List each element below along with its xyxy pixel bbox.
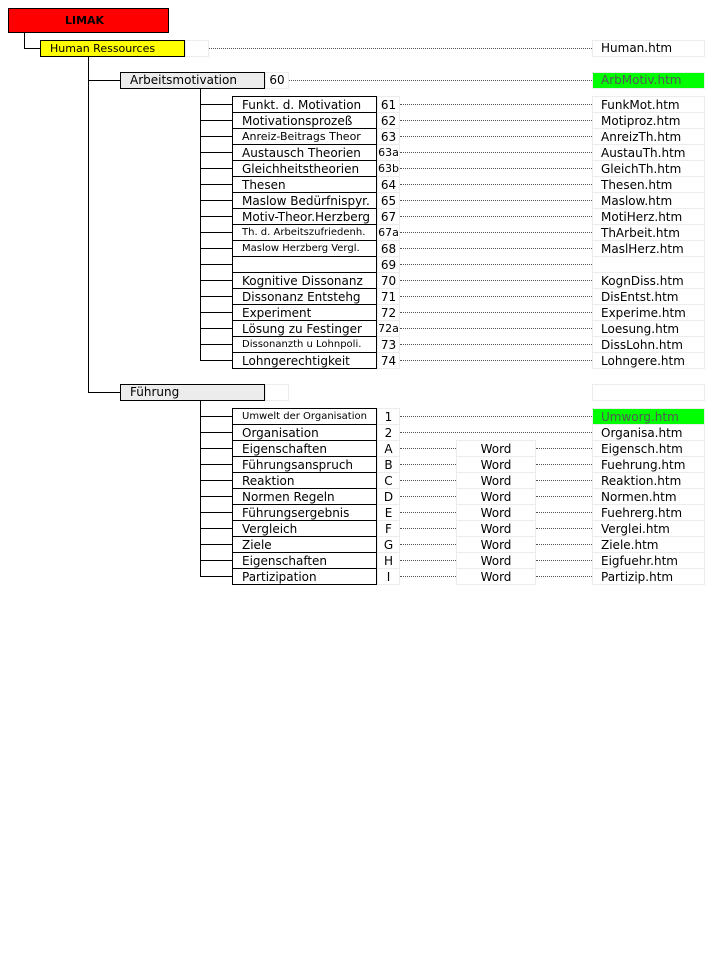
file-link[interactable]: AustauTh.htm xyxy=(592,144,705,161)
word-link[interactable]: Word xyxy=(456,552,536,569)
file-link[interactable]: Experime.htm xyxy=(592,304,705,321)
list-item-label[interactable]: Führungsanspruch xyxy=(232,456,377,473)
list-item-number: 73 xyxy=(377,336,400,353)
connector xyxy=(200,544,232,545)
file-link[interactable]: Ziele.htm xyxy=(592,536,705,553)
section-fuehrung[interactable]: Führung xyxy=(120,384,265,401)
root-node-limak[interactable]: LIMAK xyxy=(8,8,169,33)
connector xyxy=(88,392,120,393)
list-item-number: 63b xyxy=(378,162,399,175)
connector xyxy=(24,33,25,48)
hr-file-link[interactable]: Human.htm xyxy=(592,40,705,57)
dotted-leader xyxy=(536,464,592,465)
section-num: 60 xyxy=(265,72,289,89)
list-item-label[interactable]: Lösung zu Festinger xyxy=(232,320,377,337)
dotted-leader xyxy=(536,560,592,561)
list-item-number: 68 xyxy=(377,240,400,257)
list-item-label[interactable]: Maslow Bedürfnispyr. xyxy=(232,192,377,209)
section-file-link[interactable]: ArbMotiv.htm xyxy=(592,72,705,89)
dotted-leader xyxy=(400,152,592,153)
list-item-number: 74 xyxy=(377,352,400,369)
word-link[interactable]: Word xyxy=(456,488,536,505)
file-link[interactable]: AnreizTh.htm xyxy=(592,128,705,145)
dotted-leader xyxy=(400,432,592,433)
list-item-number: 71 xyxy=(377,288,400,305)
list-item-label[interactable]: Anreiz-Beitrags Theor xyxy=(232,128,377,145)
dotted-leader xyxy=(400,216,592,217)
list-item-number: 72 xyxy=(377,304,400,321)
dotted-leader xyxy=(400,264,592,265)
list-item-number: 1 xyxy=(377,408,400,425)
list-item-number: I xyxy=(377,568,400,585)
dotted-leader xyxy=(400,136,592,137)
file-link[interactable]: ThArbeit.htm xyxy=(592,224,705,241)
dotted-leader xyxy=(536,576,592,577)
dotted-leader xyxy=(400,312,592,313)
connector xyxy=(200,512,232,513)
list-item-number: E xyxy=(377,504,400,521)
list-item-label[interactable]: Partizipation xyxy=(232,568,377,585)
connector xyxy=(200,232,232,233)
section-file-link[interactable] xyxy=(592,384,705,401)
file-link[interactable]: Verglei.htm xyxy=(592,520,705,537)
file-link[interactable]: Motiproz.htm xyxy=(592,112,705,129)
connector xyxy=(24,48,40,49)
connector xyxy=(200,528,232,529)
word-link[interactable]: Word xyxy=(456,568,536,585)
dotted-leader xyxy=(400,344,592,345)
connector xyxy=(200,416,232,417)
file-link[interactable]: Eigfuehr.htm xyxy=(592,552,705,569)
dotted-leader xyxy=(400,560,456,561)
dotted-leader xyxy=(400,544,456,545)
dotted-leader xyxy=(400,280,592,281)
list-item-label[interactable]: Thesen xyxy=(232,176,377,193)
list-item-label[interactable]: Reaktion xyxy=(232,472,377,489)
file-link[interactable]: MotiHerz.htm xyxy=(592,208,705,225)
file-link[interactable]: Fuehrung.htm xyxy=(592,456,705,473)
file-link[interactable]: Thesen.htm xyxy=(592,176,705,193)
list-item-number: 67a xyxy=(378,226,399,239)
connector xyxy=(200,432,232,433)
list-item-number: 2 xyxy=(377,424,400,441)
file-link[interactable]: Partizip.htm xyxy=(592,568,705,585)
list-item-label[interactable]: Lohngerechtigkeit xyxy=(232,352,377,369)
list-item-label[interactable]: Motiv-Theor.Herzberg xyxy=(232,208,377,225)
list-item-number: 69 xyxy=(377,256,400,273)
list-item-label[interactable]: Kognitive Dissonanz xyxy=(232,272,377,289)
dotted-leader xyxy=(400,200,592,201)
connector xyxy=(200,296,232,297)
connector xyxy=(200,344,232,345)
connector xyxy=(200,576,232,577)
connector xyxy=(200,248,232,249)
file-link[interactable]: Reaktion.htm xyxy=(592,472,705,489)
dotted-leader xyxy=(400,168,592,169)
word-link[interactable]: Word xyxy=(456,504,536,521)
list-item-label[interactable]: Gleichheitstheorien xyxy=(232,160,377,177)
file-link[interactable]: Maslow.htm xyxy=(592,192,705,209)
connector xyxy=(200,104,232,105)
connector xyxy=(200,360,232,361)
list-item-label[interactable]: Maslow Herzberg Vergl. xyxy=(232,240,377,257)
list-item-label[interactable]: Dissonanzth u Lohnpoli. xyxy=(232,336,377,353)
list-item-number: 64 xyxy=(377,176,400,193)
dotted-leader xyxy=(289,80,592,81)
word-link[interactable]: Word xyxy=(456,472,536,489)
dotted-leader xyxy=(400,360,592,361)
file-link[interactable]: MaslHerz.htm xyxy=(592,240,705,257)
section-num xyxy=(265,384,289,401)
connector xyxy=(200,216,232,217)
list-item-number: D xyxy=(377,488,400,505)
list-item-label[interactable]: Umwelt der Organisation xyxy=(232,408,377,425)
file-link[interactable]: Loesung.htm xyxy=(592,320,705,337)
hr-num-cell xyxy=(185,40,209,57)
connector xyxy=(200,136,232,137)
dotted-leader xyxy=(400,512,456,513)
connector xyxy=(200,184,232,185)
list-item-number: 65 xyxy=(377,192,400,209)
list-item-number: 61 xyxy=(377,96,400,113)
list-item-number: 67 xyxy=(377,208,400,225)
list-item-number: 72a xyxy=(378,322,399,335)
dotted-leader xyxy=(400,480,456,481)
connector xyxy=(200,560,232,561)
dotted-leader xyxy=(209,48,592,49)
word-link[interactable]: Word xyxy=(456,456,536,473)
file-link[interactable]: DissLohn.htm xyxy=(592,336,705,353)
connector xyxy=(200,401,201,576)
section-arbeitsmotivation[interactable]: Arbeitsmotivation xyxy=(120,72,265,89)
word-link[interactable]: Word xyxy=(456,520,536,537)
dotted-leader xyxy=(400,328,592,329)
file-link[interactable]: Lohngere.htm xyxy=(592,352,705,369)
connector xyxy=(200,328,232,329)
file-link[interactable]: Eigensch.htm xyxy=(592,440,705,457)
list-item-label[interactable]: Th. d. Arbeitszufriedenh. xyxy=(232,224,377,241)
connector xyxy=(200,264,232,265)
connector xyxy=(200,168,232,169)
connector xyxy=(200,496,232,497)
connector xyxy=(200,89,201,360)
dotted-leader xyxy=(400,448,456,449)
connector xyxy=(200,312,232,313)
dotted-leader xyxy=(536,528,592,529)
file-link[interactable]: KognDiss.htm xyxy=(592,272,705,289)
dotted-leader xyxy=(400,528,456,529)
connector xyxy=(200,464,232,465)
file-link[interactable]: Organisa.htm xyxy=(592,424,705,441)
dotted-leader xyxy=(400,184,592,185)
list-item-label[interactable] xyxy=(232,256,377,273)
hr-node[interactable]: Human Ressources xyxy=(40,40,185,57)
list-item-label[interactable]: Experiment xyxy=(232,304,377,321)
dotted-leader xyxy=(536,512,592,513)
dotted-leader xyxy=(536,480,592,481)
list-item-number: A xyxy=(377,440,400,457)
connector xyxy=(200,448,232,449)
list-item-number: 70 xyxy=(377,272,400,289)
file-link[interactable]: DisEntst.htm xyxy=(592,288,705,305)
list-item-label[interactable]: Eigenschaften xyxy=(232,552,377,569)
list-item-number: C xyxy=(377,472,400,489)
dotted-leader xyxy=(536,496,592,497)
list-item-number: G xyxy=(377,536,400,553)
file-link[interactable] xyxy=(592,256,705,273)
file-link[interactable]: FunkMot.htm xyxy=(592,96,705,113)
file-link[interactable]: Fuehrerg.htm xyxy=(592,504,705,521)
connector xyxy=(200,280,232,281)
list-item-label[interactable]: Organisation xyxy=(232,424,377,441)
connector xyxy=(88,57,89,392)
list-item-number: B xyxy=(377,456,400,473)
dotted-leader xyxy=(400,120,592,121)
word-link[interactable]: Word xyxy=(456,440,536,457)
list-item-label[interactable]: Vergleich xyxy=(232,520,377,537)
dotted-leader xyxy=(400,416,592,417)
dotted-leader xyxy=(400,576,456,577)
dotted-leader xyxy=(400,248,592,249)
dotted-leader xyxy=(400,296,592,297)
connector xyxy=(200,480,232,481)
list-item-number: F xyxy=(377,520,400,537)
dotted-leader xyxy=(400,104,592,105)
dotted-leader xyxy=(400,496,456,497)
list-item-label[interactable]: Eigenschaften xyxy=(232,440,377,457)
list-item-label[interactable]: Austausch Theorien xyxy=(232,144,377,161)
list-item-label[interactable]: Ziele xyxy=(232,536,377,553)
file-link[interactable]: GleichTh.htm xyxy=(592,160,705,177)
list-item-number: H xyxy=(377,552,400,569)
dotted-leader xyxy=(400,464,456,465)
connector xyxy=(200,120,232,121)
word-link[interactable]: Word xyxy=(456,536,536,553)
list-item-label[interactable]: Motivationsprozeß xyxy=(232,112,377,129)
list-item-number: 63 xyxy=(377,128,400,145)
list-item-label[interactable]: Normen Regeln xyxy=(232,488,377,505)
file-link[interactable]: Normen.htm xyxy=(592,488,705,505)
list-item-label[interactable]: Dissonanz Entstehg xyxy=(232,288,377,305)
list-item-number: 63a xyxy=(378,146,399,159)
dotted-leader xyxy=(536,448,592,449)
connector xyxy=(200,152,232,153)
file-link[interactable]: Umworg.htm xyxy=(592,408,705,425)
dotted-leader xyxy=(536,544,592,545)
dotted-leader xyxy=(400,232,592,233)
connector xyxy=(200,200,232,201)
connector xyxy=(88,80,120,81)
list-item-label[interactable]: Funkt. d. Motivation xyxy=(232,96,377,113)
list-item-label[interactable]: Führungsergebnis xyxy=(232,504,377,521)
list-item-number: 62 xyxy=(377,112,400,129)
